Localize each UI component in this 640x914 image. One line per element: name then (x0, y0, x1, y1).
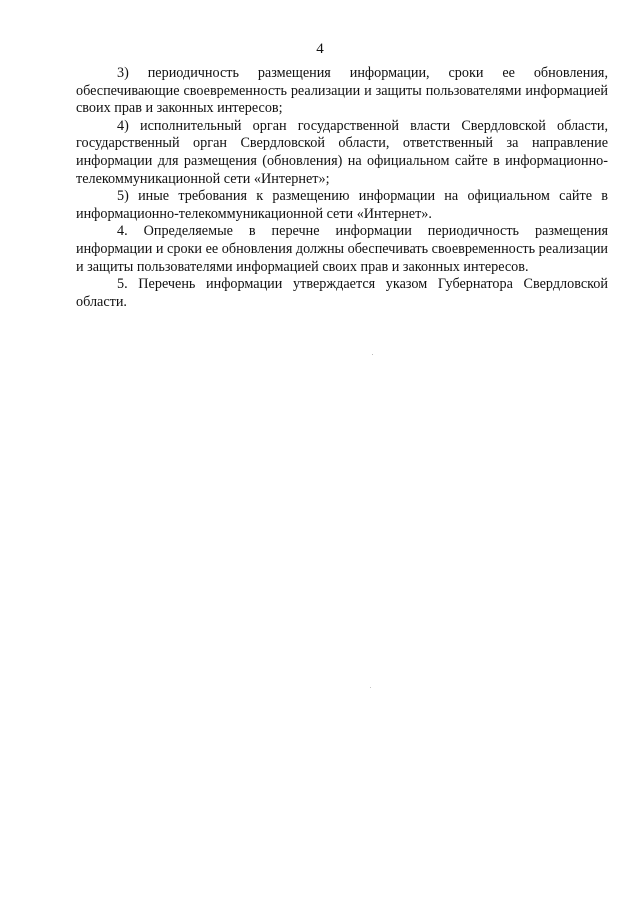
page-number: 4 (316, 41, 324, 57)
scan-speck (372, 354, 373, 355)
paragraph-item-3: 3) периодичность размещения информации, сроки ее обновления, обеспечивающие своевременность реализации и защиты пользователями информацией своих прав и законных интересов; (76, 65, 608, 117)
paragraph-clause-5: 5. Перечень информации утверждается указом Губернатора Свердловской области. (76, 276, 608, 310)
scan-speck (370, 687, 371, 688)
paragraph-item-4: 4) исполнительный орган государственной власти Свердловской области, государственный орган Свердловской области, ответственный за направление информации для размещения (обновления) на официальном сайте в информационно-телекоммуникационной сети «Интернет»; (76, 117, 608, 187)
paragraph-item-5: 5) иные требования к размещению информации на официальном сайте в информационно-телекоммуникационной сети «Интернет». (76, 188, 608, 222)
document-body (76, 65, 608, 311)
paragraph-clause-4: 4. Определяемые в перечне информации периодичность размещения информации и сроки ее обновления должны обеспечивать своевременность реализации и защиты пользователями информацией своих прав и законных интересов. (76, 223, 608, 275)
